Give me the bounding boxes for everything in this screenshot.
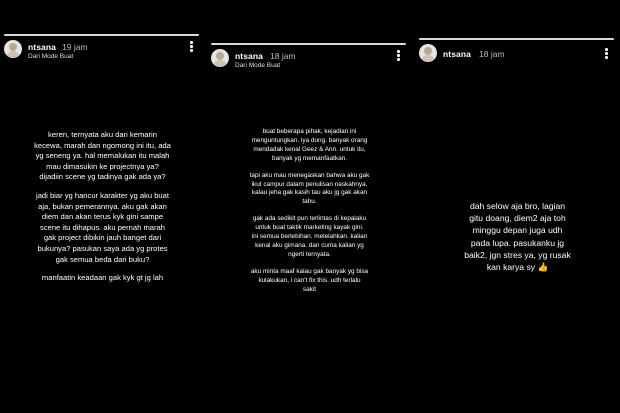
story-paragraph: jadi biar yg hancur karakter yg aku buat aja, bukan pemerannya. aku gak akan diem dan akan terus kyk gini sampe scene itu dihapus. aku pernah marah gak project dibikin jauh banget dari bukunya? pasukan saya ada yg protes gak semua beda dari buku?	[36, 190, 169, 264]
avatar[interactable]	[211, 49, 229, 67]
story-text	[0, 130, 205, 292]
story-time: 19 jam	[62, 42, 88, 52]
username[interactable]: ntsana	[28, 42, 56, 52]
story-progress-bar	[4, 34, 199, 36]
story-paragraph: aku minta maaf kalau gak banyak yg bisa kulakukan, i can't fix this. udh terlalu sakit	[250, 267, 369, 293]
username[interactable]: ntsana	[235, 51, 263, 61]
story-time: 18 jam	[479, 49, 505, 59]
story-subtitle: Dari Mode Buat	[235, 62, 281, 69]
story-paragraph: gak ada sedikit pun terlintas di kepalaku untuk buat taktik marketing kayak gini. ini semua berlebihan. melelahkan. kalian kenal aku gimana. dan cuma kalian yg ngerti ternyata.	[251, 215, 368, 258]
story-header	[211, 49, 408, 75]
story-header	[419, 44, 616, 70]
story-panel-3[interactable]	[415, 34, 620, 384]
story-paragraph: manfaatin keadaan gak kyk gt jg lah	[41, 273, 164, 283]
story-progress-bar	[419, 38, 614, 40]
story-paragraph: dah selow aja bro, lagian gitu doang, diem2 aja toh minggu depan juga udh pada lupa. pasukanku jg baik2, jgn stres ya, yg rusak kan karya sy 👍	[464, 201, 571, 273]
story-text	[207, 128, 412, 303]
vertical-ellipsis-icon[interactable]	[190, 41, 193, 53]
avatar[interactable]	[4, 40, 22, 58]
vertical-ellipsis-icon[interactable]	[397, 50, 400, 62]
story-panel-1[interactable]	[0, 30, 205, 375]
story-progress-bar	[211, 43, 406, 45]
story-subtitle: Dari Mode Buat	[28, 53, 74, 60]
story-time: 18 jam	[270, 51, 296, 61]
avatar[interactable]	[419, 44, 437, 62]
username[interactable]: ntsana	[443, 49, 471, 59]
vertical-ellipsis-icon[interactable]	[605, 48, 608, 60]
story-paragraph: tapi aku mau menegaskan bahwa aku gak ikut campur dalam penulisan naskahnya. kalau jeha gak kasih tau aku jg gak akan tahu.	[249, 171, 370, 206]
story-paragraph: keren, ternyata aku dari kemarin kecewa, marah dan ngomong ini itu, ada yg seneng ya. hal memalukan itu malah mau dimasukin ke projectnya ya? dijadiin scene yg tadinya gak ada ya?	[34, 130, 171, 182]
story-panel-2[interactable]	[207, 39, 412, 381]
story-text	[415, 200, 620, 281]
story-paragraph: buat beberapa pihak, kejadian ini menguntungkan. iya dong. banyak orang mendadak kenal Geez & Ann. untuk itu, banyak yg memanfaatkan.	[251, 128, 368, 162]
story-header	[4, 40, 201, 66]
